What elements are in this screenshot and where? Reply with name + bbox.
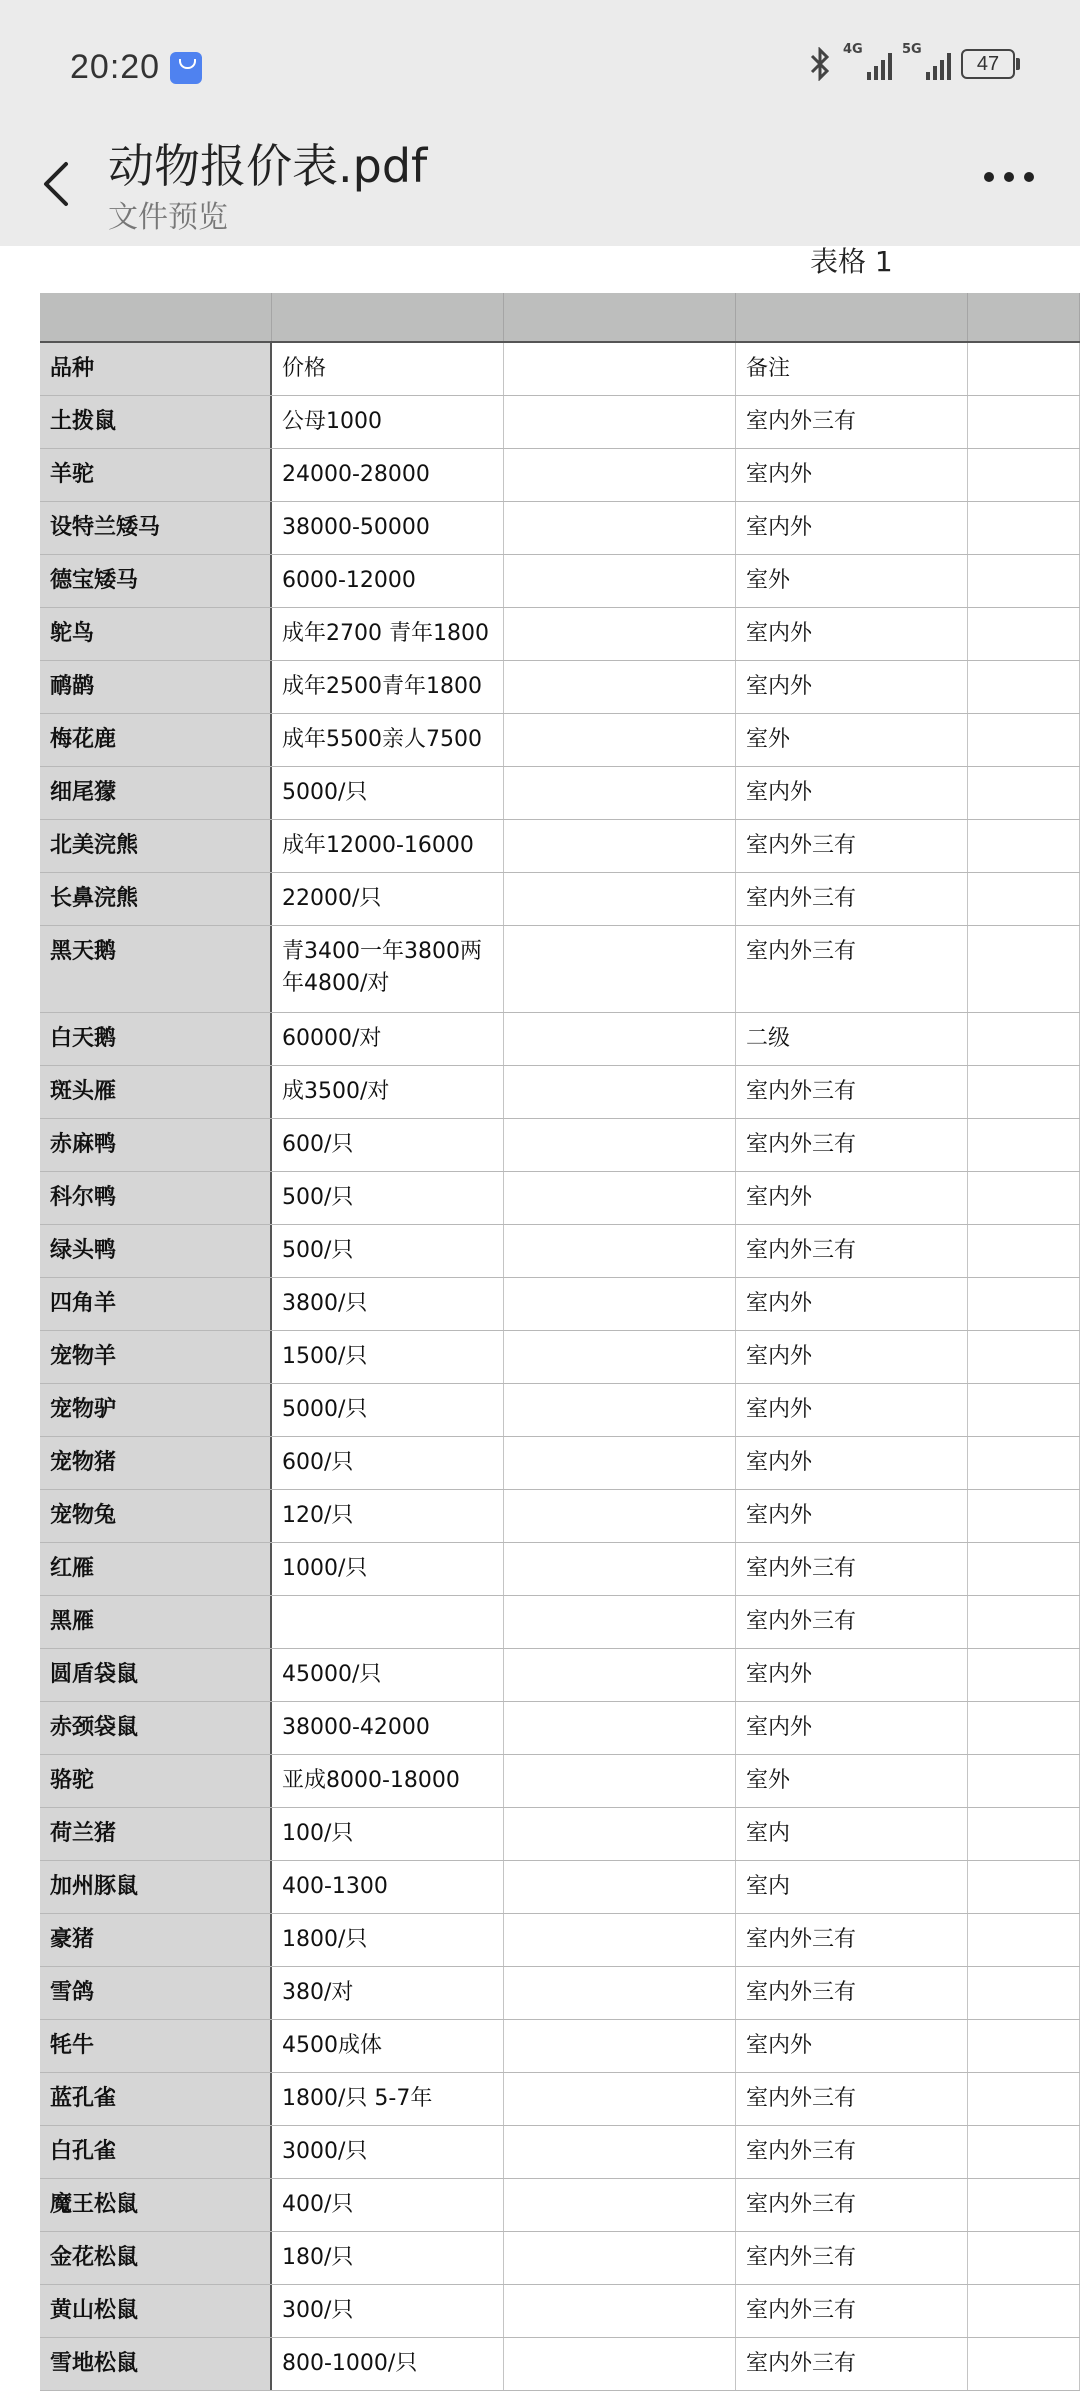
species-cell: 雪地松鼠 [40,2338,272,2390]
empty-cell [504,1967,736,2019]
extra-cell [968,1967,1080,2019]
empty-cell [504,608,736,660]
table-row [40,873,1080,926]
spreadsheet-table [40,293,1080,2391]
notes-cell: 室外 [736,555,968,607]
empty-cell [504,820,736,872]
species-cell: 羊驼 [40,449,272,501]
extra-cell [968,555,1080,607]
price-cell: 400/只 [272,2179,504,2231]
species-cell: 红雁 [40,1543,272,1595]
price-cell: 成年2700 青年1800 [272,608,504,660]
price-cell: 500/只 [272,1225,504,1277]
extra-cell [968,2179,1080,2231]
species-cell: 宠物羊 [40,1331,272,1383]
species-cell: 斑头雁 [40,1066,272,1118]
species-cell: 白孔雀 [40,2126,272,2178]
notes-cell: 室内外 [736,1649,968,1701]
price-cell: 1800/只 [272,1914,504,1966]
price-cell: 1500/只 [272,1331,504,1383]
table-row [40,555,1080,608]
extra-cell [968,1649,1080,1701]
price-cell: 1000/只 [272,1543,504,1595]
table-row [40,1066,1080,1119]
table-row [40,1437,1080,1490]
network-type-label-2: 5G [902,42,922,57]
extra-cell [968,502,1080,554]
extra-cell [968,1331,1080,1383]
notes-cell: 室内外三有 [736,926,968,1012]
notes-cell: 室内外 [736,1437,968,1489]
extra-cell [968,608,1080,660]
extra-cell [968,873,1080,925]
species-cell: 圆盾袋鼠 [40,1649,272,1701]
extra-cell [968,2020,1080,2072]
extra-cell [968,1119,1080,1171]
header-cell-notes: 备注 [736,343,968,395]
bluetooth-icon [807,47,833,81]
empty-cell [504,1119,736,1171]
price-cell: 380/对 [272,1967,504,2019]
price-cell [272,1596,504,1648]
empty-cell [504,1013,736,1065]
table-row [40,2126,1080,2179]
notes-cell: 室外 [736,714,968,766]
notes-cell: 室内外 [736,1384,968,1436]
network-type-label: 4G [843,42,863,57]
notes-cell: 室内外三有 [736,873,968,925]
notes-cell: 室内外 [736,502,968,554]
notes-cell: 室内外三有 [736,1066,968,1118]
empty-cell [504,449,736,501]
notes-cell: 室内外 [736,1278,968,1330]
notes-cell: 室内外三有 [736,820,968,872]
empty-cell [504,1490,736,1542]
table-row [40,1490,1080,1543]
table-row [40,1543,1080,1596]
extra-cell [968,2073,1080,2125]
price-cell: 6000-12000 [272,555,504,607]
header-cell-species: 品种 [40,343,272,395]
notes-cell: 室内外 [736,1172,968,1224]
extra-cell [968,1914,1080,1966]
empty-cell [504,1702,736,1754]
species-cell: 科尔鸭 [40,1172,272,1224]
extra-cell [968,1596,1080,1648]
empty-cell [504,1914,736,1966]
notes-cell: 室内 [736,1861,968,1913]
more-options-icon[interactable] [984,172,1040,188]
table-row [40,1755,1080,1808]
table-row [40,1225,1080,1278]
table-row [40,1278,1080,1331]
table-row [40,2020,1080,2073]
table-row [40,926,1080,1013]
price-cell: 4500成体 [272,2020,504,2072]
table-row [40,1119,1080,1172]
species-cell: 宠物猪 [40,1437,272,1489]
species-cell: 德宝矮马 [40,555,272,607]
species-cell: 宠物兔 [40,1490,272,1542]
table-row [40,661,1080,714]
species-cell: 土拨鼠 [40,396,272,448]
notes-cell: 室内外三有 [736,2232,968,2284]
species-cell: 梅花鹿 [40,714,272,766]
empty-cell [504,555,736,607]
price-cell: 45000/只 [272,1649,504,1701]
species-cell: 鸸鹋 [40,661,272,713]
extra-cell [968,1384,1080,1436]
table-caption: 表格 1 [810,245,893,278]
species-cell: 赤颈袋鼠 [40,1702,272,1754]
notes-cell: 室内外三有 [736,2285,968,2337]
price-cell: 5000/只 [272,767,504,819]
empty-cell [504,2232,736,2284]
empty-cell [504,396,736,448]
notes-cell: 室内外三有 [736,1225,968,1277]
price-cell: 5000/只 [272,1384,504,1436]
species-cell: 设特兰矮马 [40,502,272,554]
table-row [40,1967,1080,2020]
notes-cell: 室内外三有 [736,2126,968,2178]
table-row [40,714,1080,767]
notes-cell: 室内外 [736,449,968,501]
price-cell: 3000/只 [272,2126,504,2178]
battery-icon: 47 [961,49,1015,79]
table-row [40,502,1080,555]
empty-cell [504,1596,736,1648]
notes-cell: 室内外三有 [736,2338,968,2390]
notes-cell: 室内外三有 [736,1596,968,1648]
extra-cell [968,449,1080,501]
empty-cell [504,926,736,1012]
header-cell-extra [968,343,1080,395]
empty-cell [504,1649,736,1701]
extra-cell [968,2126,1080,2178]
signal-icon-2 [902,42,951,80]
empty-cell [504,661,736,713]
table-row [40,2073,1080,2126]
empty-cell [504,2285,736,2337]
empty-cell [504,767,736,819]
species-cell: 魔王松鼠 [40,2179,272,2231]
extra-cell [968,2285,1080,2337]
extra-cell [968,1225,1080,1277]
extra-cell [968,396,1080,448]
empty-cell [504,1543,736,1595]
table-row [40,1331,1080,1384]
notes-cell: 室内外三有 [736,1119,968,1171]
notes-cell: 室内外 [736,608,968,660]
species-cell: 蓝孔雀 [40,2073,272,2125]
species-cell: 四角羊 [40,1278,272,1330]
status-bar [0,0,1080,130]
species-cell: 绿头鸭 [40,1225,272,1277]
table-row [40,2285,1080,2338]
price-cell: 400-1300 [272,1861,504,1913]
price-cell: 300/只 [272,2285,504,2337]
notes-cell: 室内外三有 [736,1914,968,1966]
empty-cell [504,1225,736,1277]
notes-cell: 室内外 [736,661,968,713]
species-cell: 宠物驴 [40,1384,272,1436]
species-cell: 长鼻浣熊 [40,873,272,925]
price-cell: 38000-42000 [272,1702,504,1754]
price-cell: 100/只 [272,1808,504,1860]
price-cell: 500/只 [272,1172,504,1224]
price-cell: 38000-50000 [272,502,504,554]
empty-cell [504,1066,736,1118]
table-row [40,396,1080,449]
header-cell-price: 价格 [272,343,504,395]
empty-cell [504,502,736,554]
species-cell: 荷兰猪 [40,1808,272,1860]
table-row [40,449,1080,502]
extra-cell [968,714,1080,766]
extra-cell [968,1702,1080,1754]
table-row [40,1596,1080,1649]
table-row [40,608,1080,661]
notes-cell: 室内外三有 [736,1967,968,2019]
price-cell: 120/只 [272,1490,504,1542]
notes-cell: 室内外 [736,1702,968,1754]
table-row [40,2338,1080,2391]
table-row [40,1013,1080,1066]
column-header-band [40,293,1080,343]
app-store-icon [170,52,202,84]
price-cell: 成年2500青年1800 [272,661,504,713]
status-indicators [807,44,1015,84]
price-cell: 22000/只 [272,873,504,925]
price-cell: 3800/只 [272,1278,504,1330]
price-cell: 成3500/对 [272,1066,504,1118]
table-row [40,1702,1080,1755]
table-header-row [40,343,1080,396]
empty-cell [504,1755,736,1807]
notes-cell: 室外 [736,1755,968,1807]
back-arrow-icon[interactable] [36,154,76,214]
page-title: 动物报价表.pdf [108,139,428,193]
page-subtitle: 文件预览 [108,200,228,235]
species-cell: 北美浣熊 [40,820,272,872]
table-row [40,1914,1080,1967]
species-cell: 雪鸽 [40,1967,272,2019]
notes-cell: 室内外 [736,767,968,819]
empty-cell [504,2073,736,2125]
extra-cell [968,1013,1080,1065]
species-cell: 加州豚鼠 [40,1861,272,1913]
empty-cell [504,714,736,766]
top-app-bar [0,130,1080,246]
extra-cell [968,1755,1080,1807]
price-cell: 600/只 [272,1119,504,1171]
price-cell: 成年5500亲人7500 [272,714,504,766]
price-cell: 600/只 [272,1437,504,1489]
empty-cell [504,2126,736,2178]
extra-cell [968,1066,1080,1118]
empty-cell [504,2020,736,2072]
extra-cell [968,767,1080,819]
species-cell: 细尾獴 [40,767,272,819]
signal-icon [843,42,892,80]
notes-cell: 室内外 [736,1331,968,1383]
species-cell: 金花松鼠 [40,2232,272,2284]
table-row [40,1808,1080,1861]
table-row [40,2232,1080,2285]
price-cell: 800-1000/只 [272,2338,504,2390]
price-cell: 1800/只 5-7年 [272,2073,504,2125]
extra-cell [968,1490,1080,1542]
empty-cell [504,1808,736,1860]
notes-cell: 室内 [736,1808,968,1860]
extra-cell [968,2232,1080,2284]
table-row [40,767,1080,820]
empty-cell [504,1437,736,1489]
notes-cell: 室内外 [736,2020,968,2072]
extra-cell [968,661,1080,713]
species-cell: 黄山松鼠 [40,2285,272,2337]
empty-cell [504,2179,736,2231]
price-cell: 180/只 [272,2232,504,2284]
extra-cell [968,1278,1080,1330]
empty-cell [504,1172,736,1224]
price-cell: 60000/对 [272,1013,504,1065]
price-cell: 亚成8000-18000 [272,1755,504,1807]
empty-cell [504,1861,736,1913]
extra-cell [968,1172,1080,1224]
price-cell: 公母1000 [272,396,504,448]
table-row [40,1384,1080,1437]
status-time: 20:20 [70,48,161,86]
notes-cell: 室内外三有 [736,1543,968,1595]
price-cell: 青3400一年3800两年4800/对 [272,926,504,1012]
species-cell: 白天鹅 [40,1013,272,1065]
notes-cell: 室内外三有 [736,2179,968,2231]
species-cell: 赤麻鸭 [40,1119,272,1171]
table-row [40,1861,1080,1914]
empty-cell [504,1384,736,1436]
empty-cell [504,1331,736,1383]
species-cell: 鸵鸟 [40,608,272,660]
notes-cell: 二级 [736,1013,968,1065]
table-row [40,820,1080,873]
extra-cell [968,2338,1080,2390]
table-row [40,1172,1080,1225]
extra-cell [968,1437,1080,1489]
table-row [40,1649,1080,1702]
extra-cell [968,1808,1080,1860]
extra-cell [968,926,1080,1012]
price-cell: 24000-28000 [272,449,504,501]
species-cell: 黑天鹅 [40,926,272,1012]
empty-cell [504,2338,736,2390]
species-cell: 骆驼 [40,1755,272,1807]
empty-cell [504,873,736,925]
notes-cell: 室内外三有 [736,396,968,448]
notes-cell: 室内外 [736,1490,968,1542]
header-cell-empty [504,343,736,395]
extra-cell [968,1861,1080,1913]
species-cell: 黑雁 [40,1596,272,1648]
species-cell: 牦牛 [40,2020,272,2072]
price-cell: 成年12000-16000 [272,820,504,872]
notes-cell: 室内外三有 [736,2073,968,2125]
empty-cell [504,1278,736,1330]
extra-cell [968,1543,1080,1595]
species-cell: 豪猪 [40,1914,272,1966]
table-row [40,2179,1080,2232]
extra-cell [968,820,1080,872]
